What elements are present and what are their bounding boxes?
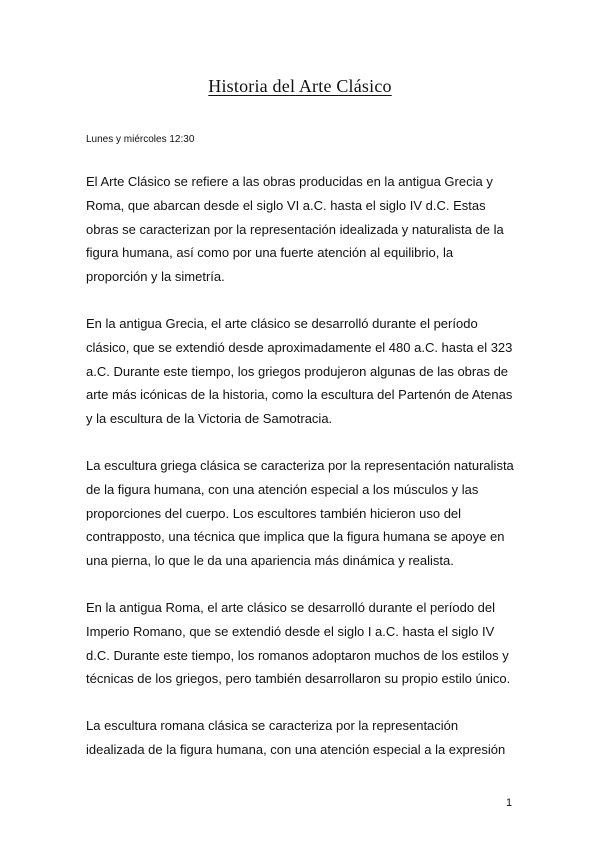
document-body bbox=[86, 170, 518, 785]
schedule-line: Lunes y miércoles 12:30 bbox=[86, 134, 195, 145]
paragraph: La escultura romana clásica se caracteriza por la representación idealizada de la figura humana, con una atención especial a la expresión bbox=[86, 718, 506, 757]
paragraph: La escultura griega clásica se caracteriza por la representación naturalista de la figura humana, con una atención especial a los músculos y las proporciones del cuerpo. Los escultores también hicieron uso del contrapposto, una técnica que implica que la figura humana se apoye en una pierna, lo que le da una apariencia más dinámica y realista. bbox=[86, 457, 514, 569]
page-title: Historia del Arte Clásico bbox=[208, 76, 392, 96]
page-number: 1 bbox=[506, 797, 513, 809]
paragraph: El Arte Clásico se refiere a las obras producidas en la antigua Grecia y Roma, que abarcan desde el siglo VI a.C. hasta el siglo IV d.C. Estas obras se caracterizan por la representación idealizada y naturalista de la figura humana, así como por una fuerte atención al equilibrio, la proporción y la simetría. bbox=[86, 174, 504, 285]
paragraph: En la antigua Grecia, el arte clásico se desarrolló durante el período clásico, que se extendió desde aproximadamente el 480 a.C. hasta el 323 a.C. Durante este tiempo, los griegos produjeron algunas de las obras de arte más icónicas de la historia, como la escultura del Partenón de Atenas y la escultura de la Victoria de Samotracia. bbox=[86, 315, 513, 427]
paragraph: En la antigua Roma, el arte clásico se desarrolló durante el período del Imperio Romano, que se extendió desde el siglo I a.C. hasta el siglo IV d.C. Durante este tiempo, los romanos adoptaron muchos de los estilos y técnicas de los griegos, pero también desarrollaron su propio estilo único. bbox=[86, 599, 511, 687]
